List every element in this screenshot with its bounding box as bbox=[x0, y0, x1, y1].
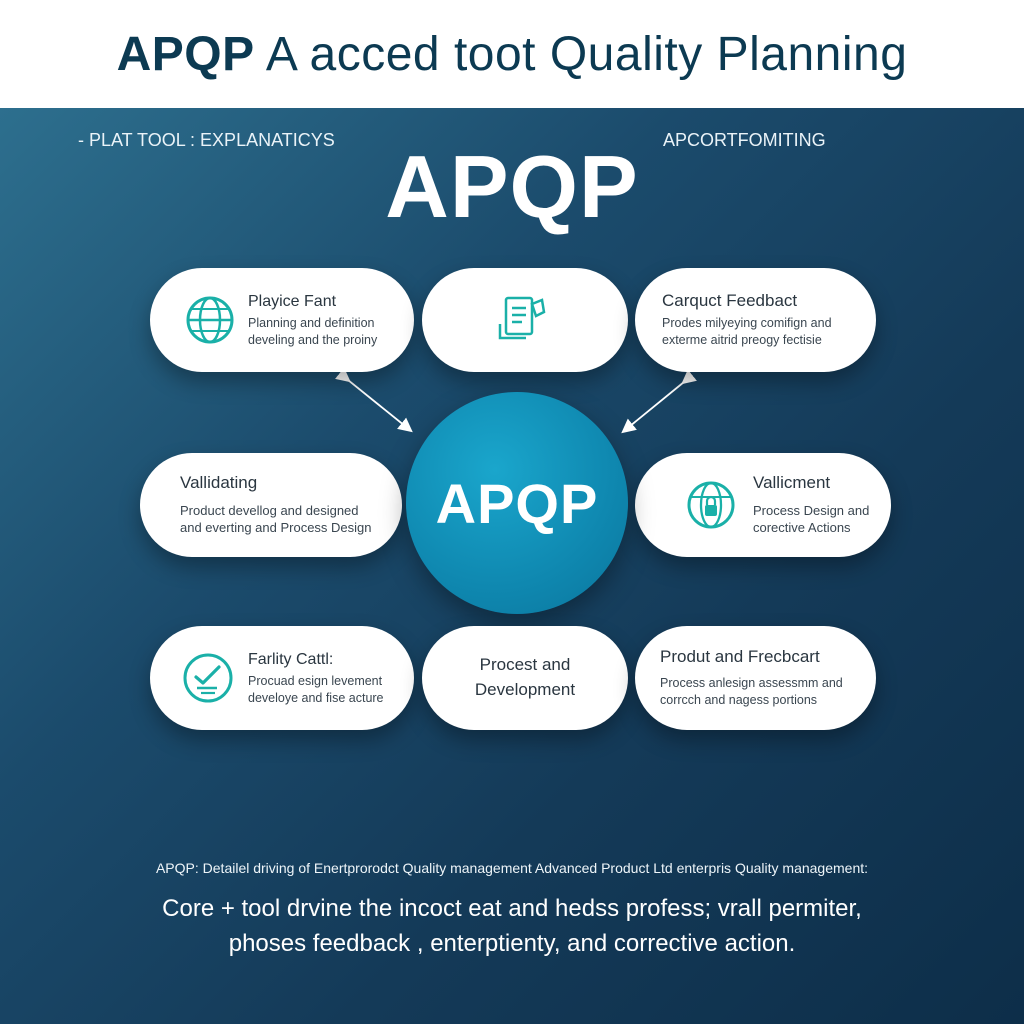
tagline-right: APCORTFOMITING bbox=[663, 130, 826, 150]
card-desc-line: and everting and Process Design bbox=[180, 520, 372, 536]
card-title-line: Procest and bbox=[479, 655, 571, 675]
checklist-icon bbox=[180, 650, 236, 706]
card-title: Produt and Frecbcart bbox=[660, 646, 820, 666]
card-bottom-middle[interactable] bbox=[422, 626, 628, 730]
card-desc-line: Procuad esign levement bbox=[248, 673, 383, 688]
card-desc-line: exterme aitrid preogy fectisie bbox=[662, 333, 822, 348]
globe-lock-icon bbox=[683, 477, 739, 533]
footer-caption: APQP: Detailel driving of Enertprorodct Quality management Advanced Product Ltd enterpris Quality management: bbox=[155, 860, 869, 876]
document-icon bbox=[496, 294, 554, 346]
tagline-left: - PLAT TOOL : EXPLANATICYS bbox=[78, 130, 335, 150]
header-bar bbox=[0, 0, 1024, 108]
card-title: Carquct Feedbact bbox=[662, 290, 798, 310]
card-title: Playice Fant bbox=[248, 292, 337, 310]
globe-icon bbox=[182, 292, 238, 348]
card-title-line: Development bbox=[474, 680, 576, 699]
center-label: APQP bbox=[435, 471, 599, 535]
card-desc-line: develing and the proiny bbox=[248, 332, 378, 347]
card-middle-right[interactable] bbox=[635, 453, 891, 557]
footer-summary-line: Core + tool drvine the incoct eat and hedss profess; vrall permiter, bbox=[162, 895, 862, 922]
card-title: Vallidating bbox=[180, 473, 258, 493]
card-desc-line: develoye and fise acture bbox=[248, 690, 384, 705]
page-title bbox=[117, 27, 908, 82]
card-desc-line: Process Design and bbox=[753, 502, 870, 518]
card-desc-line: Process anlesign assessmm and bbox=[660, 676, 843, 691]
title-rest: A acced toot Quality Planning bbox=[254, 27, 908, 81]
card-top-middle[interactable] bbox=[422, 268, 628, 372]
card-top-right[interactable] bbox=[635, 268, 876, 372]
card-title: Farlity Cattl: bbox=[248, 650, 334, 668]
footer-summary bbox=[0, 892, 1024, 962]
card-top-left[interactable] bbox=[150, 268, 414, 372]
card-desc-line: Prodes milyeying comifign and bbox=[662, 316, 832, 331]
card-desc-line: corective Actions bbox=[753, 520, 851, 536]
card-bottom-right[interactable] bbox=[635, 626, 876, 730]
card-desc-line: Planning and definition bbox=[248, 315, 375, 330]
card-bottom-left[interactable] bbox=[150, 626, 414, 730]
main-title: APQP bbox=[385, 137, 639, 236]
card-desc-line: corrcch and nagess portions bbox=[660, 693, 818, 708]
footer-summary-line: phoses feedback , enterptienty, and corrective action. bbox=[228, 929, 796, 957]
center-apqp-circle[interactable] bbox=[406, 392, 628, 614]
title-acronym: APQP bbox=[116, 27, 255, 81]
card-middle-left[interactable] bbox=[140, 453, 402, 557]
card-title: Vallicment bbox=[753, 473, 831, 493]
card-desc-line: Product devellog and designed bbox=[180, 502, 359, 518]
